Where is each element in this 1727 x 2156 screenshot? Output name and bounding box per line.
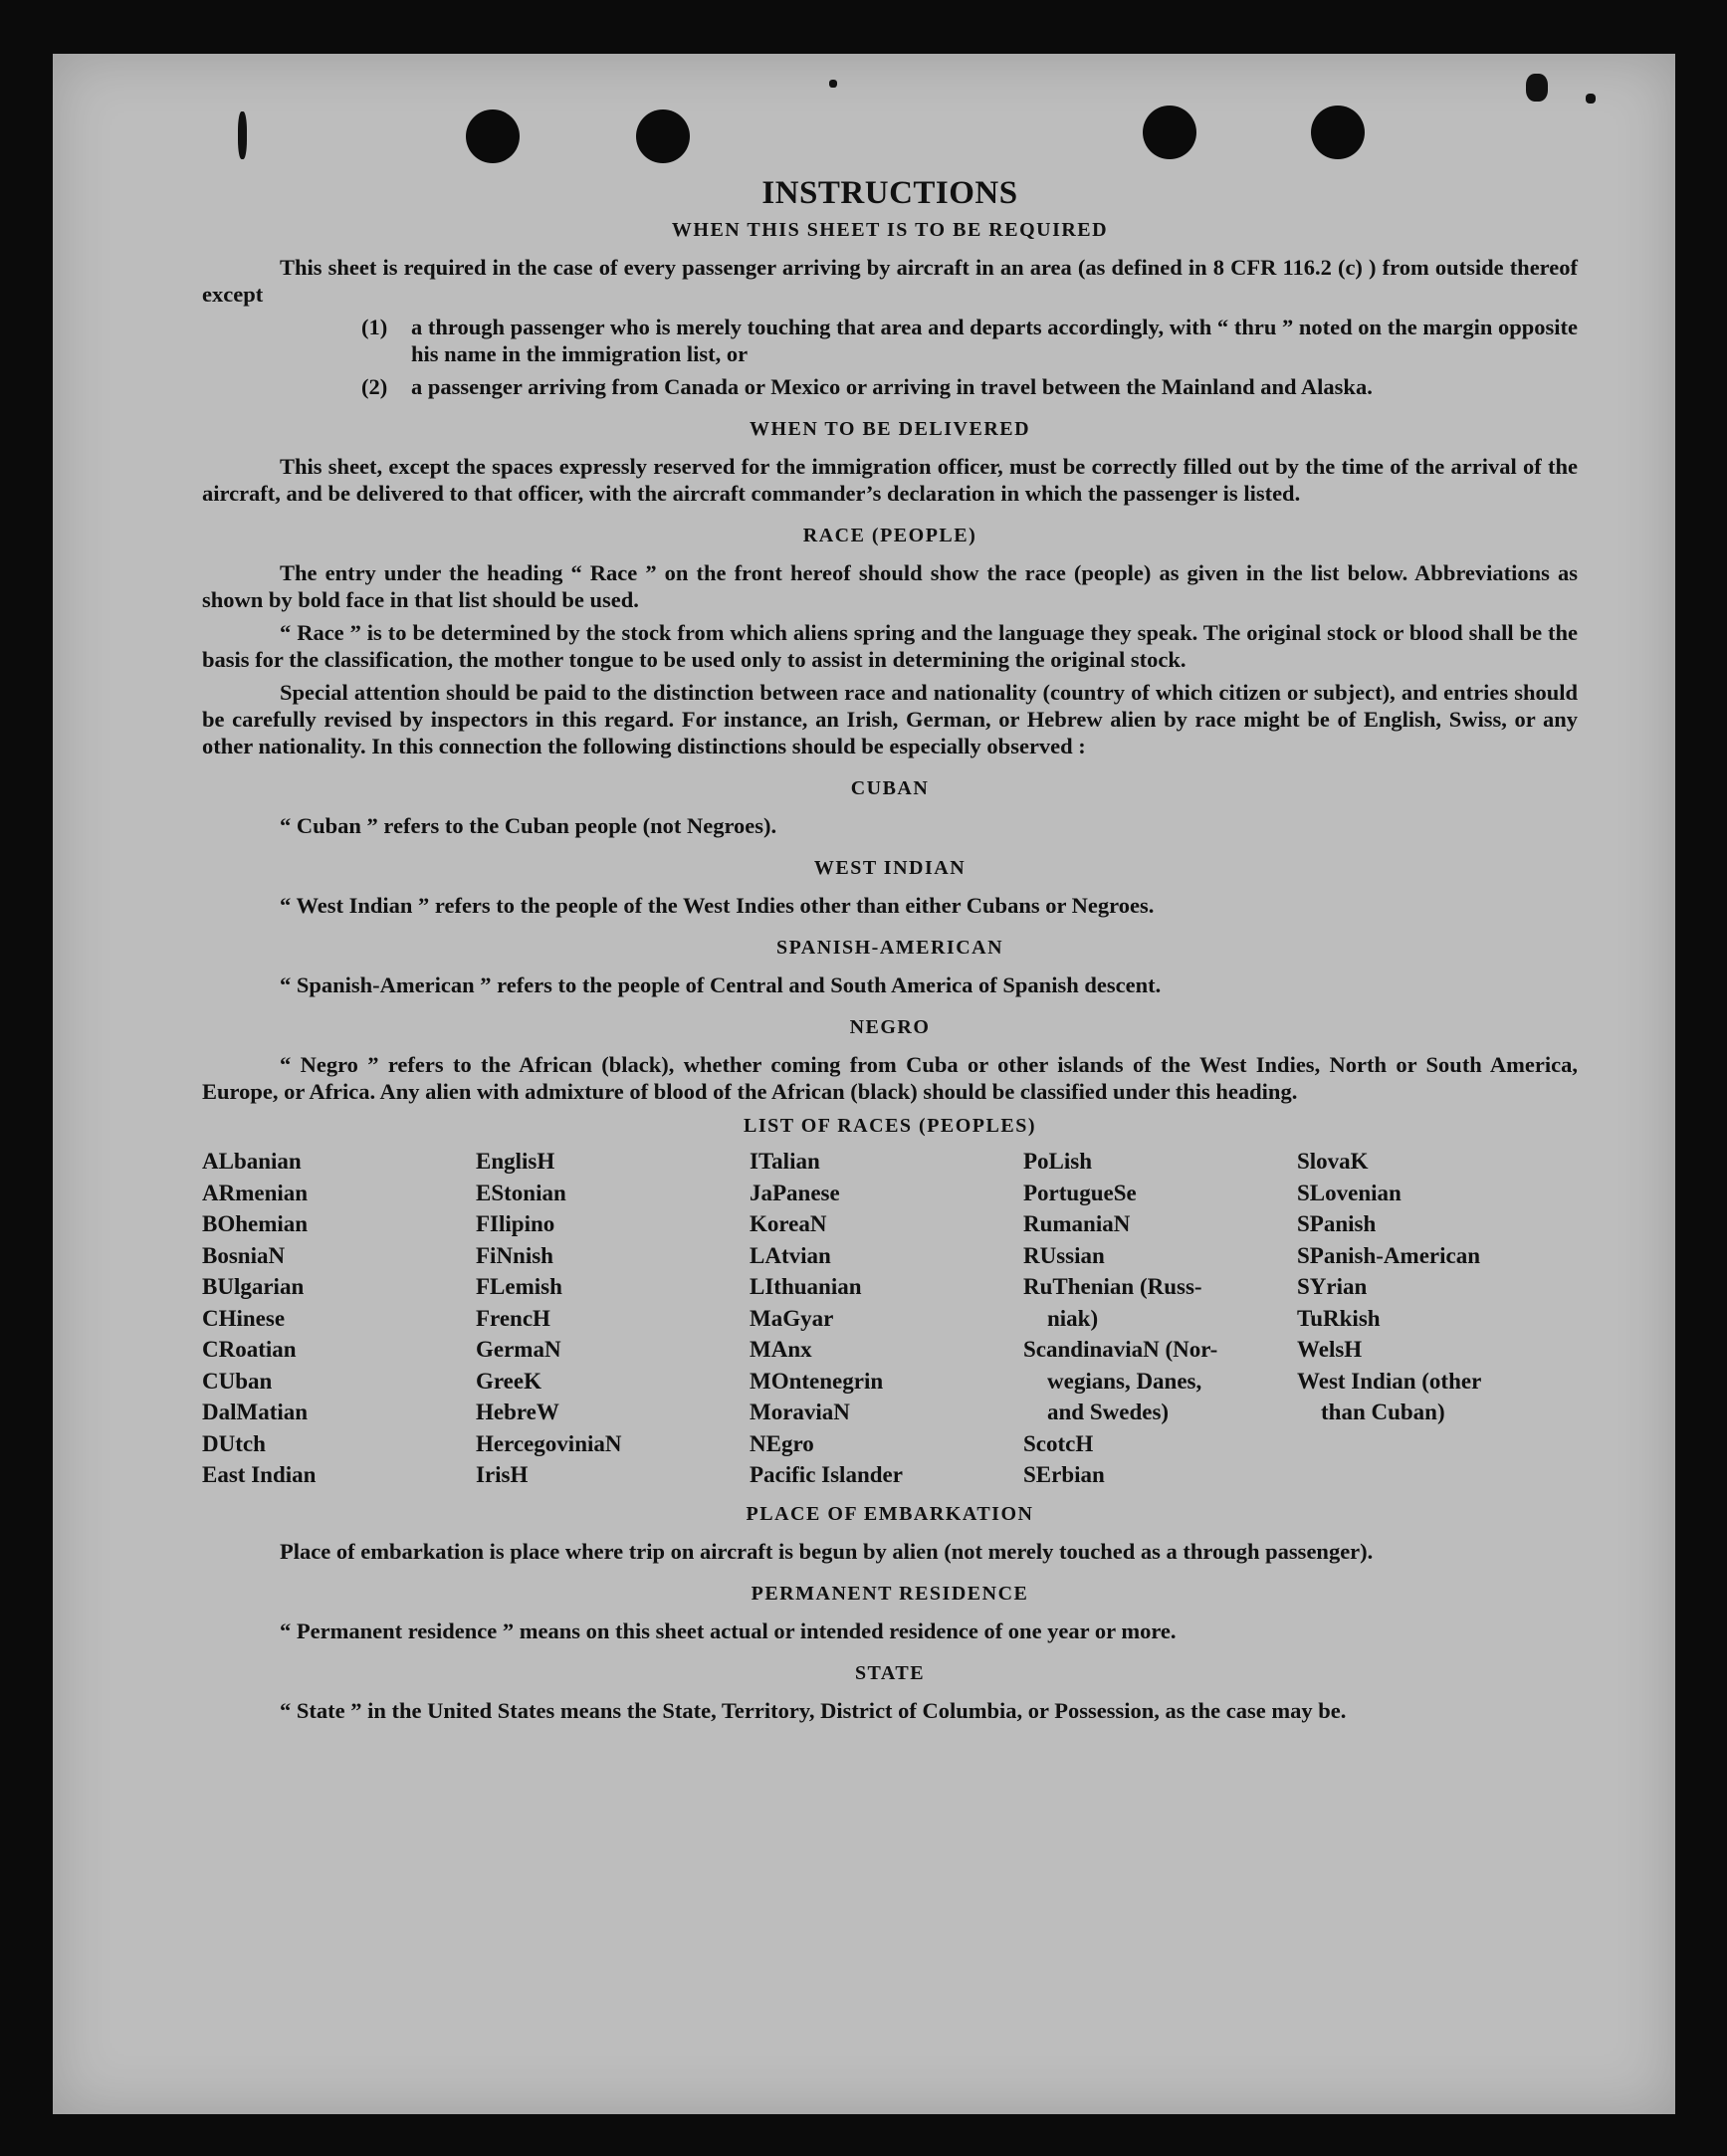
race-entry: RuThenian (Russ- [1023,1274,1202,1299]
race-entry: PoLish [1023,1149,1093,1174]
race-entry: FiNnish [476,1242,553,1268]
race-entry: and Swedes) [1047,1400,1170,1424]
state-text: “ State ” in the United States means the State, Territory, District of Columbia, or Possession, as the case may be. [280,1697,1347,1723]
cuban-text: “ Cuban ” refers to the Cuban people (not Negroes). [280,813,777,838]
scan-speck [1526,74,1548,102]
race-entry: ALbanian [202,1149,302,1174]
race-entry: IrisH [476,1462,529,1487]
races-column [750,1146,1023,1491]
exception-item [361,314,1578,367]
punch-hole [636,109,690,163]
race-entry: BosniaN [202,1242,286,1268]
race-entry: ScotcH [1023,1430,1094,1456]
race-entry: NEgro [750,1430,814,1456]
when-required-intro: This sheet is required in the case of every passenger arriving by aircraft in an area (as defined in 8 CFR 116.2 (c) ) from outside thereof except [202,255,1578,307]
race-entry: HercegoviniaN [476,1430,622,1456]
section-heading-embarkation: PLACE OF EMBARKATION [746,1502,1034,1525]
race-entry: TuRkish [1297,1305,1381,1331]
residence-text: “ Permanent residence ” means on this sheet actual or intended residence of one year or more. [280,1617,1177,1643]
negro-text: “ Negro ” refers to the African (black), whether coming from Cuba or other islands of the West Indies, North or South America, Europe, or Africa. Any alien with admixture of blood of the African (black) should be classified under this heading. [202,1052,1578,1104]
race-entry: PortugueSe [1023,1180,1137,1205]
section-heading-state: STATE [854,1661,926,1684]
race-entry: ITalian [750,1149,820,1174]
section-heading-when-delivered: WHEN TO BE DELIVERED [749,418,1031,440]
race-entry: than Cuban) [1321,1400,1445,1424]
instructions-content [202,173,1578,1730]
race-entry: niak) [1047,1305,1099,1331]
exception-text: a passenger arriving from Canada or Mexico or arriving in travel between the Mainland and Alaska. [411,374,1373,399]
race-entry: SYrian [1297,1274,1368,1299]
race-entry: RUssian [1023,1242,1105,1268]
race-entry: CUban [202,1368,273,1394]
exception-item [361,373,1578,400]
race-entry: CHinese [202,1305,286,1331]
race-entry: SlovaK [1297,1149,1369,1174]
race-entry: FLemish [476,1274,562,1299]
section-heading-residence: PERMANENT RESIDENCE [751,1582,1029,1605]
race-entry: HebreW [476,1400,559,1424]
race-entry: ScandinaviaN (Nor- [1023,1337,1218,1362]
section-heading-negro: NEGRO [849,1016,931,1038]
race-entry: DUtch [202,1430,266,1456]
race-entry: West Indian (other [1297,1368,1482,1394]
punch-hole [1143,106,1196,159]
race-entry: East Indian [202,1462,317,1487]
page-title: INSTRUCTIONS [761,175,1018,211]
race-entry: DalMatian [202,1400,309,1424]
race-entry: SPanish [1297,1211,1377,1236]
race-entry: WelsH [1297,1337,1363,1362]
race-entry: MaGyar [750,1305,834,1331]
document-sheet [53,54,1675,2114]
embarkation-text: Place of embarkation is place where trip on aircraft is begun by alien (not merely touched as a through passenger). [280,1538,1374,1564]
race-entry: CRoatian [202,1337,297,1362]
race-entry: ARmenian [202,1180,309,1205]
race-entry: MoraviaN [750,1400,850,1424]
punch-hole [466,109,520,163]
races-column [202,1146,476,1491]
scan-speck [829,80,837,88]
race-entry: RumaniaN [1023,1211,1131,1236]
race-entry: SPanish-American [1297,1242,1480,1268]
race-entry: JaPanese [750,1180,840,1205]
races-list [202,1146,1578,1491]
race-entry: KoreaN [750,1211,827,1236]
section-heading-spanish-american: SPANISH-AMERICAN [775,937,1004,959]
race-paragraph-2: “ Race ” is to be determined by the stock from which aliens spring and the language they speak. The original stock or blood shall be the basis for the classification, the mother tongue to be used only to assist in determining the original stock. [202,620,1578,672]
scan-speck [1586,94,1596,104]
when-delivered-text: This sheet, except the spaces expressly reserved for the immigration officer, must be correctly filled out by the time of the arrival of the aircraft, and be delivered to that officer, with the aircraft commander’s declaration in which the passenger is listed. [202,454,1578,506]
section-heading-cuban: CUBAN [850,777,930,799]
race-entry: SLovenian [1297,1180,1402,1205]
race-entry: GreeK [476,1368,541,1394]
scan-speck [238,111,247,159]
race-entry: FrencH [476,1305,550,1331]
spanish-american-text: “ Spanish-American ” refers to the people of Central and South America of Spanish descent. [280,972,1162,997]
race-paragraph-1: The entry under the heading “ Race ” on the front hereof should show the race (people) as given in the list below. Abbreviations as shown by bold face in that list should be used. [202,560,1578,612]
races-column [1023,1146,1297,1491]
exception-number: (1) [361,315,388,339]
race-entry: EnglisH [476,1149,555,1174]
race-entry: wegians, Danes, [1047,1368,1202,1394]
section-heading-west-indian: WEST INDIAN [813,857,967,879]
race-entry: BOhemian [202,1211,309,1236]
race-entry: EStonian [476,1180,566,1205]
section-heading-when-required: WHEN THIS SHEET IS TO BE REQUIRED [671,219,1109,241]
exception-text: a through passenger who is merely touching that area and departs accordingly, with “ thru ” noted on the margin opposite his name in the immigration list, or [411,315,1578,366]
races-column [1297,1146,1578,1491]
race-entry: MOntenegrin [750,1368,884,1394]
race-entry: BUlgarian [202,1274,305,1299]
section-heading-list-of-races: LIST OF RACES (PEOPLES) [743,1115,1036,1137]
race-entry: LAtvian [750,1242,831,1268]
punch-hole [1311,106,1365,159]
race-entry: FIlipino [476,1211,555,1236]
races-column [476,1146,750,1491]
race-entry: LIthuanian [750,1274,862,1299]
race-entry: Pacific Islander [750,1462,903,1487]
race-entry: SErbian [1023,1462,1105,1487]
race-entry: MAnx [750,1337,812,1362]
section-heading-race: RACE (PEOPLE) [802,525,977,546]
race-entry: GermaN [476,1337,561,1362]
race-paragraph-3: Special attention should be paid to the distinction between race and nationality (country of which citizen or subject), and entries should be carefully revised by inspectors in this regard. For instance, an Irish, German, or Hebrew alien by race might be of English, Swiss, or any other nationality. In this connection the following distinctions should be especially observed : [202,680,1578,758]
exception-number: (2) [361,374,388,399]
west-indian-text: “ West Indian ” refers to the people of the West Indies other than either Cubans or Negroes. [280,893,1155,918]
